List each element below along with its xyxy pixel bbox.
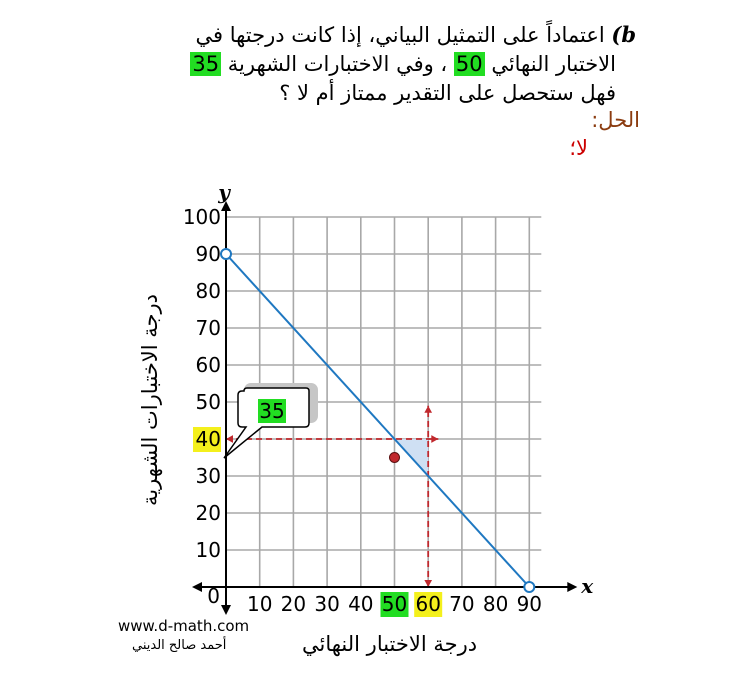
y-axis-symbol: y (218, 180, 230, 204)
footer-author: أحمد صالح الديني (132, 638, 227, 653)
x-axis-title: درجة الاختبار النهائي (302, 632, 478, 656)
y-tick-label: 80 (195, 279, 221, 303)
x-tick-label: 80 (482, 592, 509, 616)
x-tick-label: 20 (280, 592, 307, 616)
x-tick-label: 40 (348, 592, 374, 616)
monthly-value: 35 (192, 52, 220, 76)
guide-arrowhead (424, 580, 432, 587)
y-tick-label: 90 (195, 242, 221, 266)
solution-answer: لا؛ (569, 136, 588, 160)
y-tick-label: 10 (195, 538, 221, 562)
x-tick-label: 30 (314, 592, 340, 616)
x-tick-label: 50 (381, 592, 408, 616)
question-line-1-text: اعتماداً على التمثيل البياني، إذا كانت درجتها في (195, 23, 605, 47)
guide-arrowhead (226, 435, 233, 443)
y-tick-label: 50 (195, 390, 221, 414)
question-line-2-middle: ، وفي الاختبارات الشهرية (227, 52, 448, 76)
x-axis-arrow (567, 582, 577, 592)
y-tick-label: 40 (195, 427, 221, 451)
guide-arrowhead (424, 406, 432, 413)
y-tick-label: 100 (182, 205, 221, 229)
x-axis-symbol: x (581, 574, 594, 598)
guide-arrowhead (431, 435, 438, 443)
y-tick-label: 60 (195, 353, 221, 377)
x-tick-label: 60 (415, 592, 441, 616)
x-tick-label: 70 (449, 592, 475, 616)
y-tick-label: 20 (195, 501, 221, 525)
y-axis-arrow-down (221, 605, 231, 615)
y-tick-label: 30 (195, 464, 221, 488)
question-line-3: فهل ستحصل على التقدير ممتاز أم لا ؟ (279, 81, 616, 105)
x-tick-label: 90 (516, 592, 543, 616)
x-axis-arrow-left (192, 582, 202, 592)
question-letter: b) (611, 22, 636, 47)
line-endpoint (524, 582, 534, 592)
x-tick-label: 10 (246, 592, 273, 616)
callout (224, 383, 318, 458)
line-endpoint (221, 249, 231, 259)
footer-url: www.d-math.com (118, 617, 250, 635)
question-line-2-prefix: الاختبار النهائي (491, 52, 616, 76)
y-axis-title: درجة الاختبارات الشهرية (138, 293, 162, 507)
solution-label: الحل: (591, 108, 640, 132)
data-point (390, 453, 400, 463)
y-tick-label: 70 (195, 316, 221, 340)
guide-lines (226, 406, 438, 587)
origin-label: 0 (207, 584, 220, 608)
callout-value: 35 (259, 399, 285, 423)
final-exam-value: 50 (455, 52, 483, 76)
